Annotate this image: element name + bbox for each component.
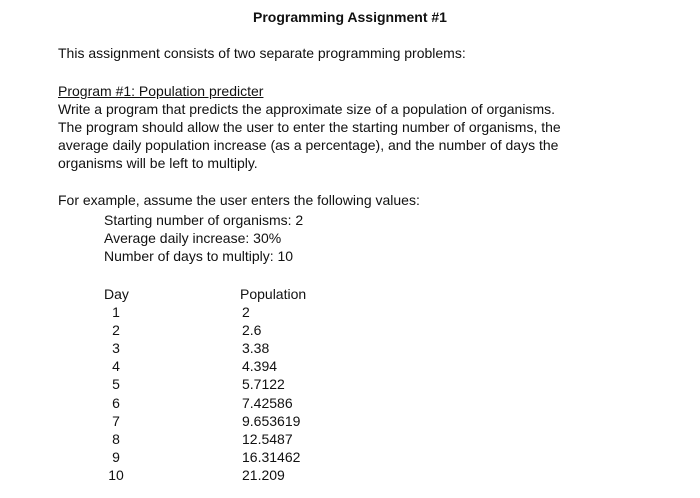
day-value: 2 [112, 322, 120, 339]
program1-line: The program should allow the user to enter the starting number of organisms, the [58, 119, 561, 135]
table-row [104, 321, 306, 339]
table-row [104, 375, 306, 393]
day-value: 4 [112, 358, 120, 375]
day-value: 6 [112, 394, 120, 411]
day-value: 1 [112, 304, 120, 321]
day-value: 5 [112, 376, 120, 393]
program1-line: average daily population increase (as a percentage), and the number of days the [58, 137, 559, 153]
population-cell [240, 394, 293, 412]
population-value: 2.6 [242, 322, 262, 339]
table-row [104, 394, 306, 412]
population-cell [240, 321, 261, 339]
day-cell [104, 448, 240, 466]
population-cell [240, 375, 285, 393]
day-cell [104, 412, 240, 430]
header-day: Day [104, 286, 129, 302]
day-cell [104, 303, 240, 321]
population-cell [240, 303, 250, 321]
population-value: 7.42586 [242, 394, 293, 411]
population-value: 2 [242, 304, 250, 321]
day-value: 7 [112, 412, 120, 429]
population-value: 12.5487 [242, 430, 293, 447]
intro-text: This assignment consists of two separate programming problems: [58, 45, 466, 61]
day-value: 9 [112, 448, 120, 465]
population-cell [240, 430, 293, 448]
population-value: 21.209 [242, 466, 285, 483]
example-input-line: Starting number of organisms: 2 [104, 212, 304, 228]
example-input-line: Average daily increase: 30% [104, 230, 282, 246]
program1-heading: Program #1: Population predicter [58, 83, 264, 99]
table-row [104, 339, 306, 357]
population-value: 5.7122 [242, 376, 285, 393]
day-cell [104, 357, 240, 375]
day-cell [104, 339, 240, 357]
day-cell [104, 430, 240, 448]
day-cell [104, 321, 240, 339]
population-cell [240, 466, 285, 484]
population-value: 3.38 [242, 340, 270, 357]
program1-line: organisms will be left to multiply. [58, 155, 258, 171]
program1-section [58, 82, 678, 172]
day-value: 10 [108, 466, 124, 483]
day-value: 8 [112, 430, 120, 447]
example-inputs [104, 211, 303, 265]
day-value: 3 [112, 340, 120, 357]
table-row [104, 357, 306, 375]
header-population: Population [240, 286, 307, 302]
program1-line: Write a program that predicts the approximate size of a population of organisms. [58, 101, 555, 117]
table-row [104, 466, 306, 484]
table-row [104, 430, 306, 448]
day-cell [104, 394, 240, 412]
population-value: 9.653619 [242, 412, 301, 429]
table-header [104, 285, 306, 303]
example-input-line: Number of days to multiply: 10 [104, 248, 294, 264]
population-value: 4.394 [242, 358, 278, 375]
table-row [104, 303, 306, 321]
table-row [104, 412, 306, 430]
population-table [104, 285, 306, 484]
day-cell [104, 375, 240, 393]
population-value: 16.31462 [242, 448, 301, 465]
population-cell [240, 412, 300, 430]
page-title: Programming Assignment #1 [253, 9, 447, 25]
example-intro: For example, assume the user enters the following values: [58, 192, 420, 208]
population-cell [240, 339, 269, 357]
population-cell [240, 448, 300, 466]
table-row [104, 448, 306, 466]
day-cell [104, 466, 240, 484]
population-cell [240, 357, 277, 375]
